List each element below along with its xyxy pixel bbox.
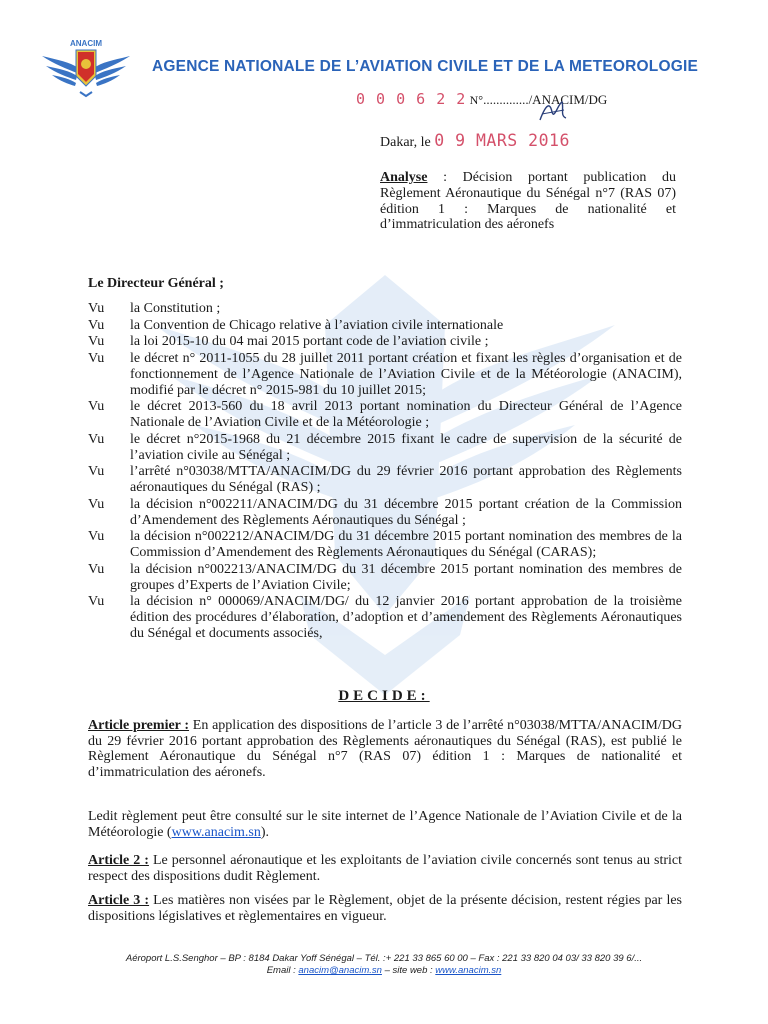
- footer-email-link[interactable]: anacim@anacim.sn: [298, 965, 382, 976]
- list-item: [88, 301, 682, 317]
- vu-text: la décision n°002212/ANACIM/DG du 31 décembre 2015 portant nomination des membres de la Commission d’Amendement des Règlements Aéronautiques du Sénégal (CARAS);: [130, 529, 682, 560]
- reference-dots: ..............: [483, 92, 529, 107]
- article-label: Article premier :: [88, 718, 190, 733]
- list-item: [88, 497, 682, 529]
- date-line: [380, 131, 570, 151]
- vu-label: Vu: [88, 529, 105, 544]
- reference-suffix: /ANACIM/DG: [528, 92, 608, 107]
- vu-text: le décret 2013-560 du 18 avril 2013 portant nomination du Directeur Général de l’Agence Nationale de l’Aviation Civile et de la Météorologie ;: [130, 399, 682, 430]
- anacim-logo: [40, 36, 132, 98]
- vu-label: Vu: [88, 594, 105, 609]
- article-3: [88, 893, 682, 924]
- list-item: [88, 399, 682, 431]
- consult-text-end: ).: [260, 824, 270, 840]
- footer-address: Aéroport L.S.Senghor – BP : 8184 Dakar Yoff Sénégal – Tél. :+ 221 33 865 60 00 – Fax : 221 33 820 04 03/ 33 820 39 6/...: [125, 953, 643, 964]
- anacim-website-link[interactable]: www.anacim.sn: [171, 824, 261, 840]
- date-stamp: 0 9 MARS 2016: [434, 131, 570, 150]
- vu-label: Vu: [88, 350, 105, 366]
- paraph-signature: [536, 98, 570, 126]
- vu-text: la Convention de Chicago relative à l’aviation civile internationale: [130, 317, 504, 333]
- vu-label: Vu: [88, 431, 105, 447]
- vu-text: la loi 2015-10 du 04 mai 2015 portant code de l’aviation civile ;: [130, 334, 489, 349]
- footer-contact: [40, 965, 728, 977]
- director-general-heading: Le Directeur Général ;: [88, 276, 224, 291]
- vu-label: Vu: [88, 399, 105, 414]
- article-text: En application des dispositions de l’article 3 de l’arrêté n°03038/MTTA/ANACIM/DG du 29 février 2016 portant approbation des Règlements aéronautiques du Sénégal (RAS), est publié le Règlement Aéronautique du Sénégal n°7 (RAS 07) édition 1 : Marques de nationalité et d’immatriculation des aéronefs.: [88, 718, 682, 780]
- consultation-paragraph: [88, 809, 682, 840]
- vu-label: Vu: [88, 317, 105, 333]
- vu-label: Vu: [88, 464, 105, 479]
- list-item: [88, 562, 682, 594]
- list-item: [88, 334, 682, 350]
- footer-site-label: – site web :: [381, 965, 436, 976]
- article-premier: [88, 718, 682, 780]
- reference-prefix: N°: [469, 93, 484, 107]
- vu-text: le décret n° 2011-1055 du 28 juillet 2011 portant création et fixant les règles d’organisation et de fonctionnement de l’Agence Nationale de l’Aviation Civile et de la Météorologie (ANACIM), modifié par le décret n° 2015-981 du 10 juillet 2015;: [130, 350, 682, 398]
- vu-text: la Constitution ;: [130, 301, 221, 316]
- article-text: Les matières non visées par le Règlement, objet de la présente décision, restent régies par les dispositions législatives et règlementaires en vigueur.: [88, 893, 683, 924]
- reference-stamp: 0 0 0 6 2 2: [356, 90, 467, 108]
- analyse-block: [380, 170, 676, 233]
- article-2: [88, 853, 682, 884]
- list-item: [88, 594, 682, 642]
- vu-label: Vu: [88, 561, 105, 577]
- decide-text: DECIDE:: [338, 688, 430, 704]
- vu-text: la décision n° 000069/ANACIM/DG/ du 12 janvier 2016 portant approbation de la troisième édition des procédures d’élaboration, d’adoption et d’amendement des Règlements Aéronautiques du Sénégal et documents associés,: [130, 594, 682, 641]
- decide-heading: [0, 688, 768, 705]
- list-item: [88, 351, 682, 399]
- footer-site-link[interactable]: www.anacim.sn: [435, 965, 502, 976]
- vu-label: Vu: [88, 301, 105, 316]
- list-item: [88, 529, 682, 561]
- article-label: Article 3 :: [88, 893, 150, 908]
- vu-text: l’arrêté n°03038/MTTA/ANACIM/DG du 29 février 2016 portant approbation des Règlements aéronautiques du Sénégal (RAS) ;: [130, 464, 682, 495]
- list-item: [88, 318, 682, 334]
- agency-name: AGENCE NATIONALE DE L’AVIATION CIVILE ET DE LA METEOROLOGIE: [152, 58, 698, 75]
- vu-text: la décision n°002211/ANACIM/DG du 31 décembre 2015 portant création de la Commission d’Amendement des Règlements Aéronautiques du Sénégal ;: [130, 496, 682, 528]
- vu-text: la décision n°002213/ANACIM/DG du 31 décembre 2015 portant nomination des membres de groupes d’Experts de l’Aviation Civile;: [130, 561, 682, 593]
- list-item: [88, 464, 682, 496]
- vu-text: le décret n°2015-1968 du 21 décembre 2015 fixant le cadre de supervision de la sécurité de l’aviation civile au Sénégal ;: [130, 431, 682, 463]
- vu-label: Vu: [88, 334, 105, 349]
- analyse-text: : Décision portant publication du Règlement Aéronautique du Sénégal n°7 (RAS 07) édition 1 : Marques de nationalité et d’immatriculation des aéronefs: [380, 170, 676, 233]
- logo-text: ANACIM: [70, 39, 102, 48]
- article-text: Le personnel aéronautique et les exploitants de l’aviation civile concernés sont tenus au strict respect des dispositions dudit Règlement.: [88, 853, 682, 884]
- vu-list: [88, 301, 682, 643]
- footer: [40, 953, 728, 977]
- consult-text: Ledit règlement peut être consulté sur le site internet de l’Agence Nationale de l’Aviation Civile et de la Météorologie (: [88, 809, 682, 840]
- list-item: [88, 432, 682, 464]
- article-label: Article 2 :: [88, 853, 149, 868]
- analyse-label: Analyse: [380, 170, 428, 185]
- date-label: Dakar, le: [380, 135, 431, 150]
- footer-email-label: Email :: [266, 965, 299, 976]
- vu-label: Vu: [88, 496, 105, 512]
